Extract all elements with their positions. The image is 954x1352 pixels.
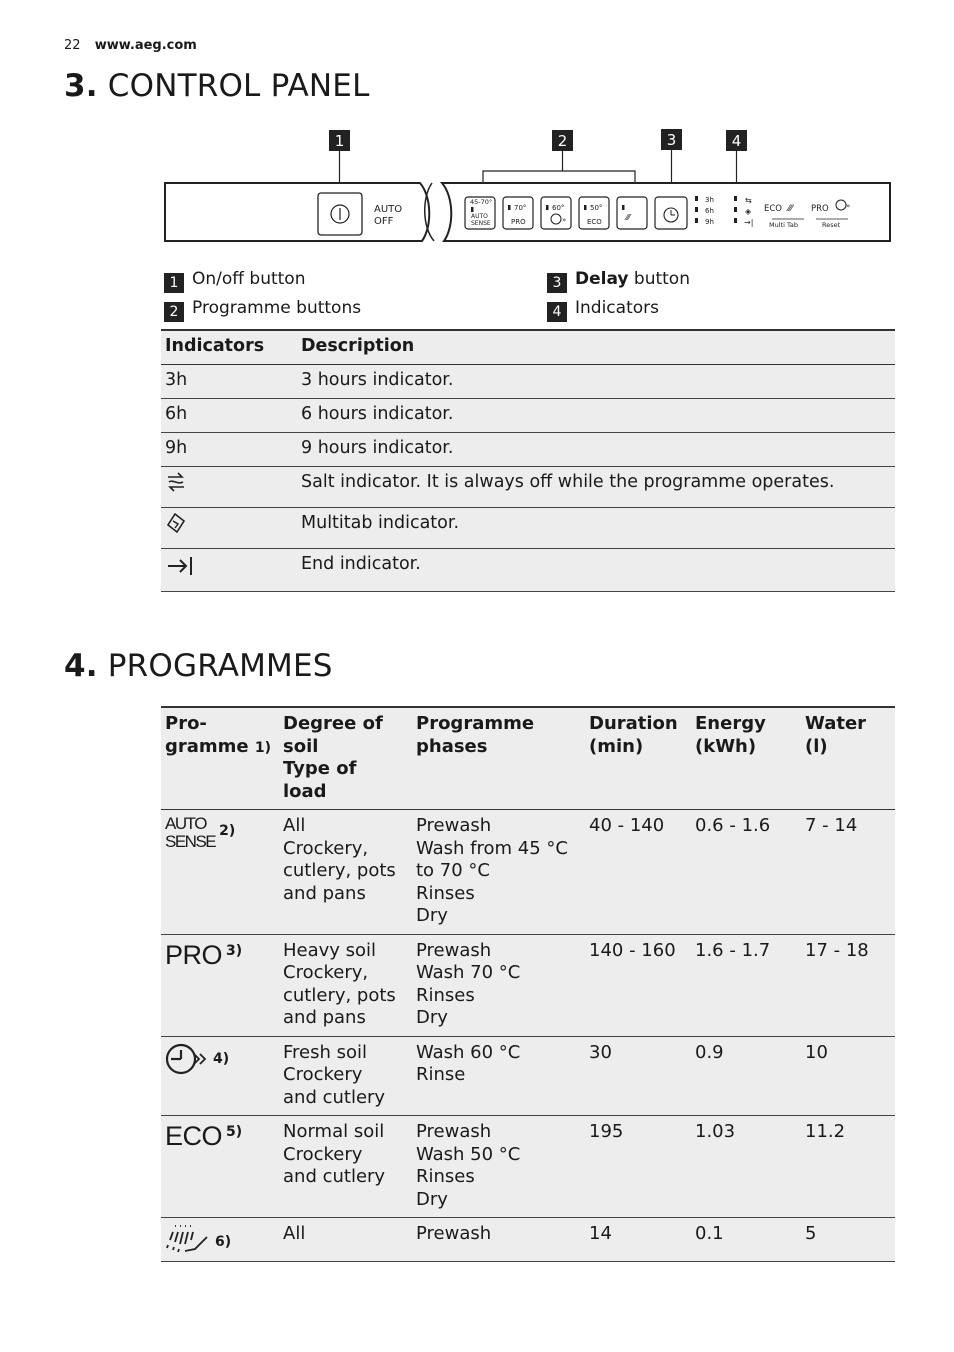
water-cell: 17 - 18 (805, 939, 869, 961)
section-3-number: 3. (64, 68, 98, 104)
description-cell: 9 hours indicator. (301, 438, 454, 458)
svg-text:2: 2 (557, 132, 568, 150)
svg-text:PRO: PRO (511, 218, 526, 226)
description-cell: 3 hours indicator. (301, 370, 454, 390)
multitab-icon: ◈ (745, 207, 752, 216)
end-icon (165, 552, 195, 578)
programme-header: Pro- gramme 1) (165, 713, 272, 757)
eco-icon: ECO (165, 1121, 223, 1151)
svg-text:60°: 60° (552, 204, 565, 212)
svg-text:SENSE: SENSE (471, 220, 491, 227)
auto-off-label-2: OFF (374, 216, 394, 227)
table-row (161, 549, 895, 592)
svg-text:3: 3 (666, 131, 677, 149)
svg-text:45-70°: 45-70° (470, 198, 493, 206)
svg-text:»: » (846, 202, 851, 210)
programme-cell: ECO 5) (165, 1121, 243, 1151)
section-4-title (64, 648, 333, 684)
legend-text: On/off button (192, 269, 306, 289)
legend-badge: 3 (547, 273, 567, 293)
svg-text:»: » (562, 216, 567, 224)
pro-label: PRO (811, 204, 829, 214)
indicator-cell: 3h (165, 370, 188, 390)
section-4-heading: PROGRAMMES (107, 648, 333, 684)
legend-item-2 (164, 297, 361, 322)
phases-cell: Prewash Wash from 45 °C to 70 °C Rinses Dry (416, 815, 568, 926)
on-off-button[interactable] (318, 193, 362, 235)
legend-text: button (628, 269, 690, 289)
table-header-row (161, 707, 895, 810)
legend-item-3 (547, 268, 690, 293)
auto-off-label-1: AUTO (374, 204, 403, 215)
indicator-cell: 6h (165, 404, 188, 424)
water-header: Water (l) (805, 713, 867, 757)
water-cell: 7 - 14 (805, 815, 858, 836)
table-row (161, 365, 895, 399)
table-row (161, 399, 895, 433)
legend-badge: 4 (547, 302, 567, 322)
water-cell: 10 (805, 1041, 828, 1063)
phases-header: Programme phases (416, 713, 535, 757)
salt-icon: ⇆ (745, 196, 752, 205)
table-row (161, 934, 895, 1036)
programme-cell: 4) (161, 1036, 279, 1116)
section-4-number: 4. (64, 648, 98, 684)
phases-cell: Prewash Wash 50 °C Rinses Dry (416, 1121, 521, 1210)
soil-cell: All Crockery, cutlery, pots and pans (283, 815, 396, 904)
svg-text:9h: 9h (705, 218, 714, 226)
soil-cell: Fresh soil Crockery and cutlery (283, 1041, 386, 1108)
energy-cell: 0.9 (695, 1041, 724, 1063)
svg-text:6h: 6h (705, 207, 714, 215)
indicators-table (161, 329, 895, 592)
legend-item-1 (164, 268, 305, 293)
rinse-hold-icon (165, 1223, 211, 1255)
programme-button-eco[interactable] (579, 197, 609, 229)
quick-clock-icon (165, 1042, 209, 1076)
svg-text:70°: 70° (514, 204, 527, 212)
end-icon: →| (744, 218, 754, 227)
salt-icon (165, 470, 187, 494)
table-row (161, 467, 895, 508)
page-url: www.aeg.com (94, 38, 197, 53)
section-3-title (64, 68, 370, 104)
duration-cell: 140 - 160 (589, 939, 676, 961)
svg-text:3h: 3h (705, 196, 714, 204)
section-3-heading: CONTROL PANEL (107, 68, 370, 104)
duration-cell: 40 - 140 (589, 815, 665, 836)
programme-cell: 6) (161, 1218, 279, 1262)
pro-icon: PRO (165, 939, 223, 970)
svg-text:ECO: ECO (587, 218, 602, 226)
legend-badge: 2 (164, 302, 184, 322)
energy-cell: 1.03 (695, 1121, 736, 1142)
programme-cell: AUTO SENSE 2) (165, 814, 236, 851)
legend-badge: 1 (164, 273, 184, 293)
svg-text:4: 4 (731, 132, 742, 150)
control-panel-illustration (160, 125, 900, 250)
rinse-hold-icon: ⁄⁄⁄ (626, 213, 631, 222)
indicator-cell: 9h (165, 438, 188, 458)
description-cell: 6 hours indicator. (301, 404, 454, 424)
eco-label: ECO (764, 204, 782, 214)
auto-sense-icon: AUTO SENSE (165, 814, 216, 851)
delay-button[interactable] (655, 197, 687, 229)
soil-header: Degree of soil Type of load (283, 713, 383, 802)
soil-cell: Heavy soil Crockery, cutlery, pots and pans (283, 939, 396, 1028)
legend-item-4 (547, 297, 659, 322)
soil-cell: All (283, 1223, 306, 1244)
description-cell: Salt indicator. It is always off while the programme operates. (301, 472, 835, 492)
table-row (161, 1116, 895, 1218)
description-cell: Multitab indicator. (301, 513, 460, 533)
duration-cell: 14 (589, 1223, 612, 1244)
hour-indicators (695, 196, 714, 226)
table-row (161, 433, 895, 467)
phases-cell: Prewash (416, 1223, 492, 1244)
reset-label: Reset (822, 221, 841, 229)
page-header (64, 38, 197, 53)
programme-cell: PRO 3) (165, 939, 243, 970)
legend-text: Indicators (575, 298, 659, 318)
multitab-icon (165, 511, 187, 535)
table-row (161, 810, 895, 935)
energy-cell: 1.6 - 1.7 (695, 939, 771, 961)
table-row (161, 508, 895, 549)
phases-cell: Prewash Wash 70 °C Rinses Dry (416, 939, 521, 1028)
programme-button-pro[interactable] (503, 197, 533, 229)
rinse-icon: ⁄⁄⁄ (788, 204, 793, 214)
duration-cell: 195 (589, 1121, 624, 1142)
phases-cell: Wash 60 °C Rinse (416, 1041, 521, 1085)
duration-header: Duration (min) (589, 713, 678, 757)
indicator-cell (161, 549, 297, 592)
water-cell: 5 (805, 1223, 817, 1244)
column-header: Indicators (165, 336, 265, 356)
svg-text:1: 1 (334, 132, 345, 150)
svg-text:50°: 50° (590, 204, 603, 212)
callout-2 (483, 130, 635, 191)
energy-header: Energy (kWh) (695, 713, 766, 757)
soil-cell: Normal soil Crockery and cutlery (283, 1121, 386, 1187)
indicator-cell (161, 508, 297, 549)
indicator-cell (161, 467, 297, 508)
energy-cell: 0.6 - 1.6 (695, 815, 771, 836)
legend-bold: Delay (575, 269, 629, 289)
water-cell: 11.2 (805, 1121, 846, 1142)
table-row (161, 1036, 895, 1116)
programme-button-rinse-hold[interactable] (617, 197, 647, 229)
duration-cell: 30 (589, 1041, 612, 1063)
page-number: 22 (64, 38, 81, 53)
column-header: Description (301, 336, 415, 356)
legend-text: Programme buttons (192, 298, 362, 318)
energy-cell: 0.1 (695, 1223, 724, 1244)
svg-text:AUTO: AUTO (471, 213, 488, 220)
multitab-label: Multi Tab (769, 221, 798, 229)
description-cell: End indicator. (301, 554, 421, 574)
programme-button-quick[interactable] (541, 197, 571, 229)
programme-button-auto-sense[interactable] (465, 197, 495, 229)
table-header-row (161, 330, 895, 365)
programmes-table (161, 706, 895, 1262)
table-row (161, 1218, 895, 1262)
